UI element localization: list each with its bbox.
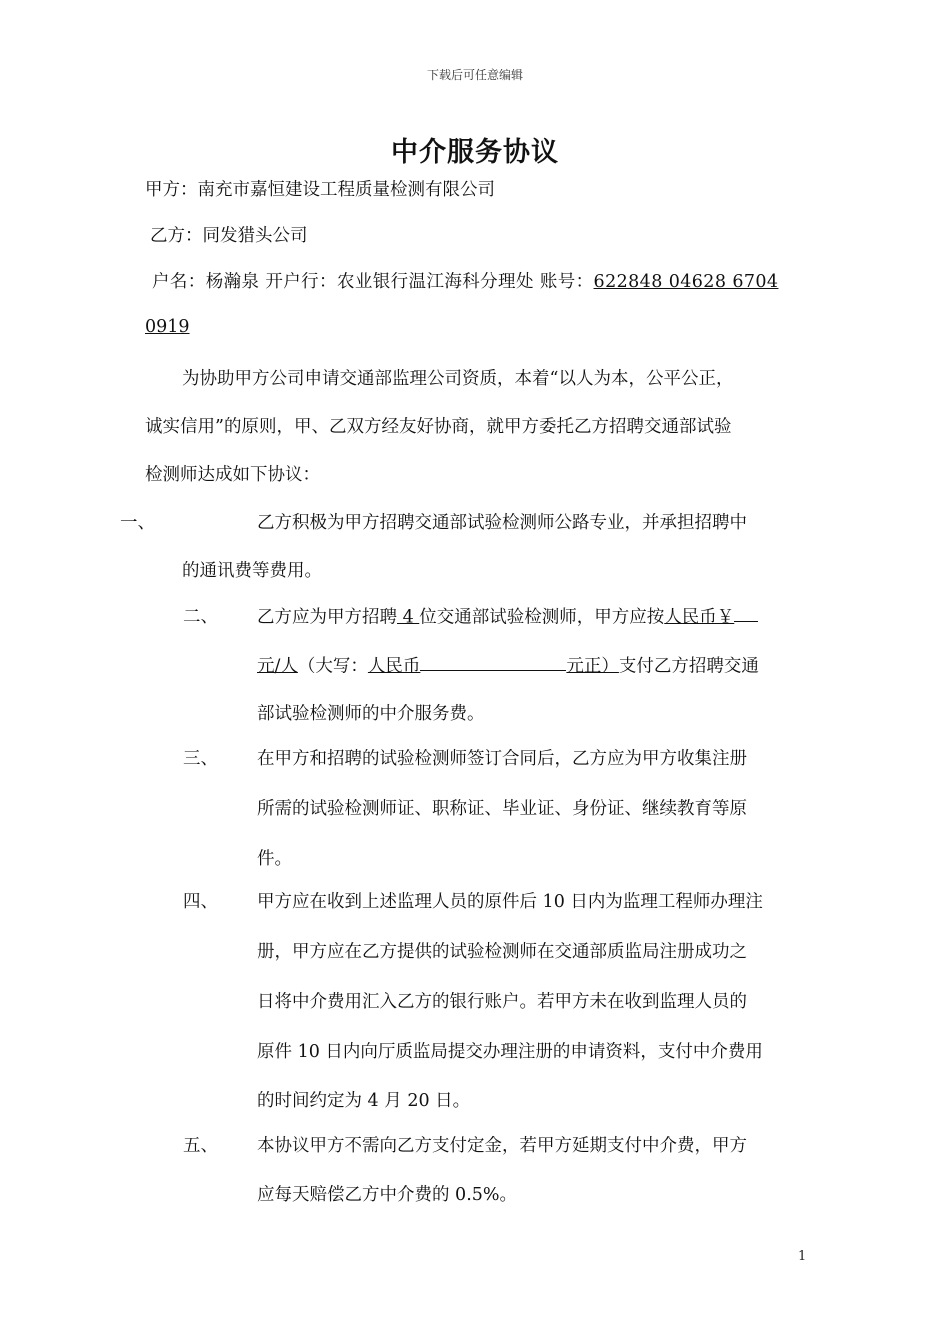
clause-number: 二、 bbox=[183, 607, 218, 627]
clause-text-segment: 支付乙方招聘交通 bbox=[618, 656, 759, 677]
clause-text: 所需的试验检测师证、职称证、毕业证、身份证、继续教育等原 bbox=[257, 799, 747, 819]
clause-text: 册，甲方应在乙方提供的试验检测师在交通部质监局注册成功之 bbox=[257, 942, 747, 962]
clause-text: 乙方积极为甲方招聘交通部试验检测师公路专业，并承担招聘中 bbox=[257, 513, 747, 533]
party-a-line: 甲方：南充市嘉恒建设工程质量检测有限公司 bbox=[145, 180, 495, 200]
clause-text: 本协议甲方不需向乙方支付定金，若甲方延期支付中介费，甲方 bbox=[257, 1136, 747, 1156]
fee-amount-blank bbox=[734, 603, 758, 622]
account-line bbox=[152, 268, 778, 293]
clause-text: 日将中介费用汇入乙方的银行账户。若甲方未在收到监理人员的 bbox=[257, 992, 747, 1012]
clause-text: 应每天赔偿乙方中介费的 0.5%。 bbox=[257, 1185, 518, 1205]
clause-text: 部试验检测师的中介服务费。 bbox=[257, 704, 485, 724]
fee-words-field: 人民币 bbox=[367, 656, 421, 677]
clause-number: 一、 bbox=[120, 513, 155, 533]
clause-text: 的通讯费等费用。 bbox=[182, 561, 322, 581]
account-prefix: 户名：杨瀚泉 开户行：农业银行温江海科分理处 账号： bbox=[152, 272, 594, 292]
account-number-part1: 622848 04628 6704 bbox=[593, 272, 779, 292]
clause-number: 五、 bbox=[183, 1136, 218, 1156]
clause-text: 的时间约定为 4 月 20 日。 bbox=[257, 1091, 471, 1111]
clause-text-segment: （大写： bbox=[297, 656, 368, 677]
page-number: 1 bbox=[798, 1249, 807, 1264]
party-b-line: 乙方：同发猎头公司 bbox=[150, 226, 308, 246]
fee-words-suffix: 元正） bbox=[566, 656, 619, 677]
preamble-line: 为协助甲方公司申请交通部监理公司资质，本着“以人为本，公平公正， bbox=[182, 369, 734, 389]
clause-text: 件。 bbox=[257, 849, 292, 869]
recruit-count: 4 bbox=[397, 607, 420, 628]
clause-text: 甲方应在收到上述监理人员的原件后 10 日内为监理工程师办理注 bbox=[257, 892, 763, 912]
fee-words-blank bbox=[420, 652, 566, 671]
clause-number: 四、 bbox=[183, 892, 218, 912]
clause-text: 原件 10 日内向厅质监局提交办理注册的申请资料，支付中介费用 bbox=[257, 1042, 763, 1062]
clause-number: 三、 bbox=[183, 749, 218, 769]
header-note: 下载后可任意编辑 bbox=[426, 68, 523, 82]
clause-text: 在甲方和招聘的试验检测师签订合同后，乙方应为甲方收集注册 bbox=[257, 749, 747, 769]
fee-unit: 元/人 bbox=[257, 656, 298, 677]
document-title: 中介服务协议 bbox=[391, 137, 559, 168]
clause-text-segment: 乙方应为甲方招聘 bbox=[257, 607, 397, 628]
account-number-part2: 0919 bbox=[145, 317, 190, 337]
clause-text-segment: 位交通部试验检测师，甲方应按 bbox=[419, 607, 665, 628]
fee-amount-field: 人民币￥ bbox=[664, 607, 735, 628]
account-number-continued bbox=[145, 317, 190, 337]
preamble-line: 诚实信用”的原则，甲、乙双方经友好协商，就甲方委托乙方招聘交通部试验 bbox=[145, 417, 732, 437]
preamble-line: 检测师达成如下协议： bbox=[145, 465, 320, 485]
clause-text bbox=[257, 603, 758, 628]
clause-text bbox=[257, 652, 759, 677]
